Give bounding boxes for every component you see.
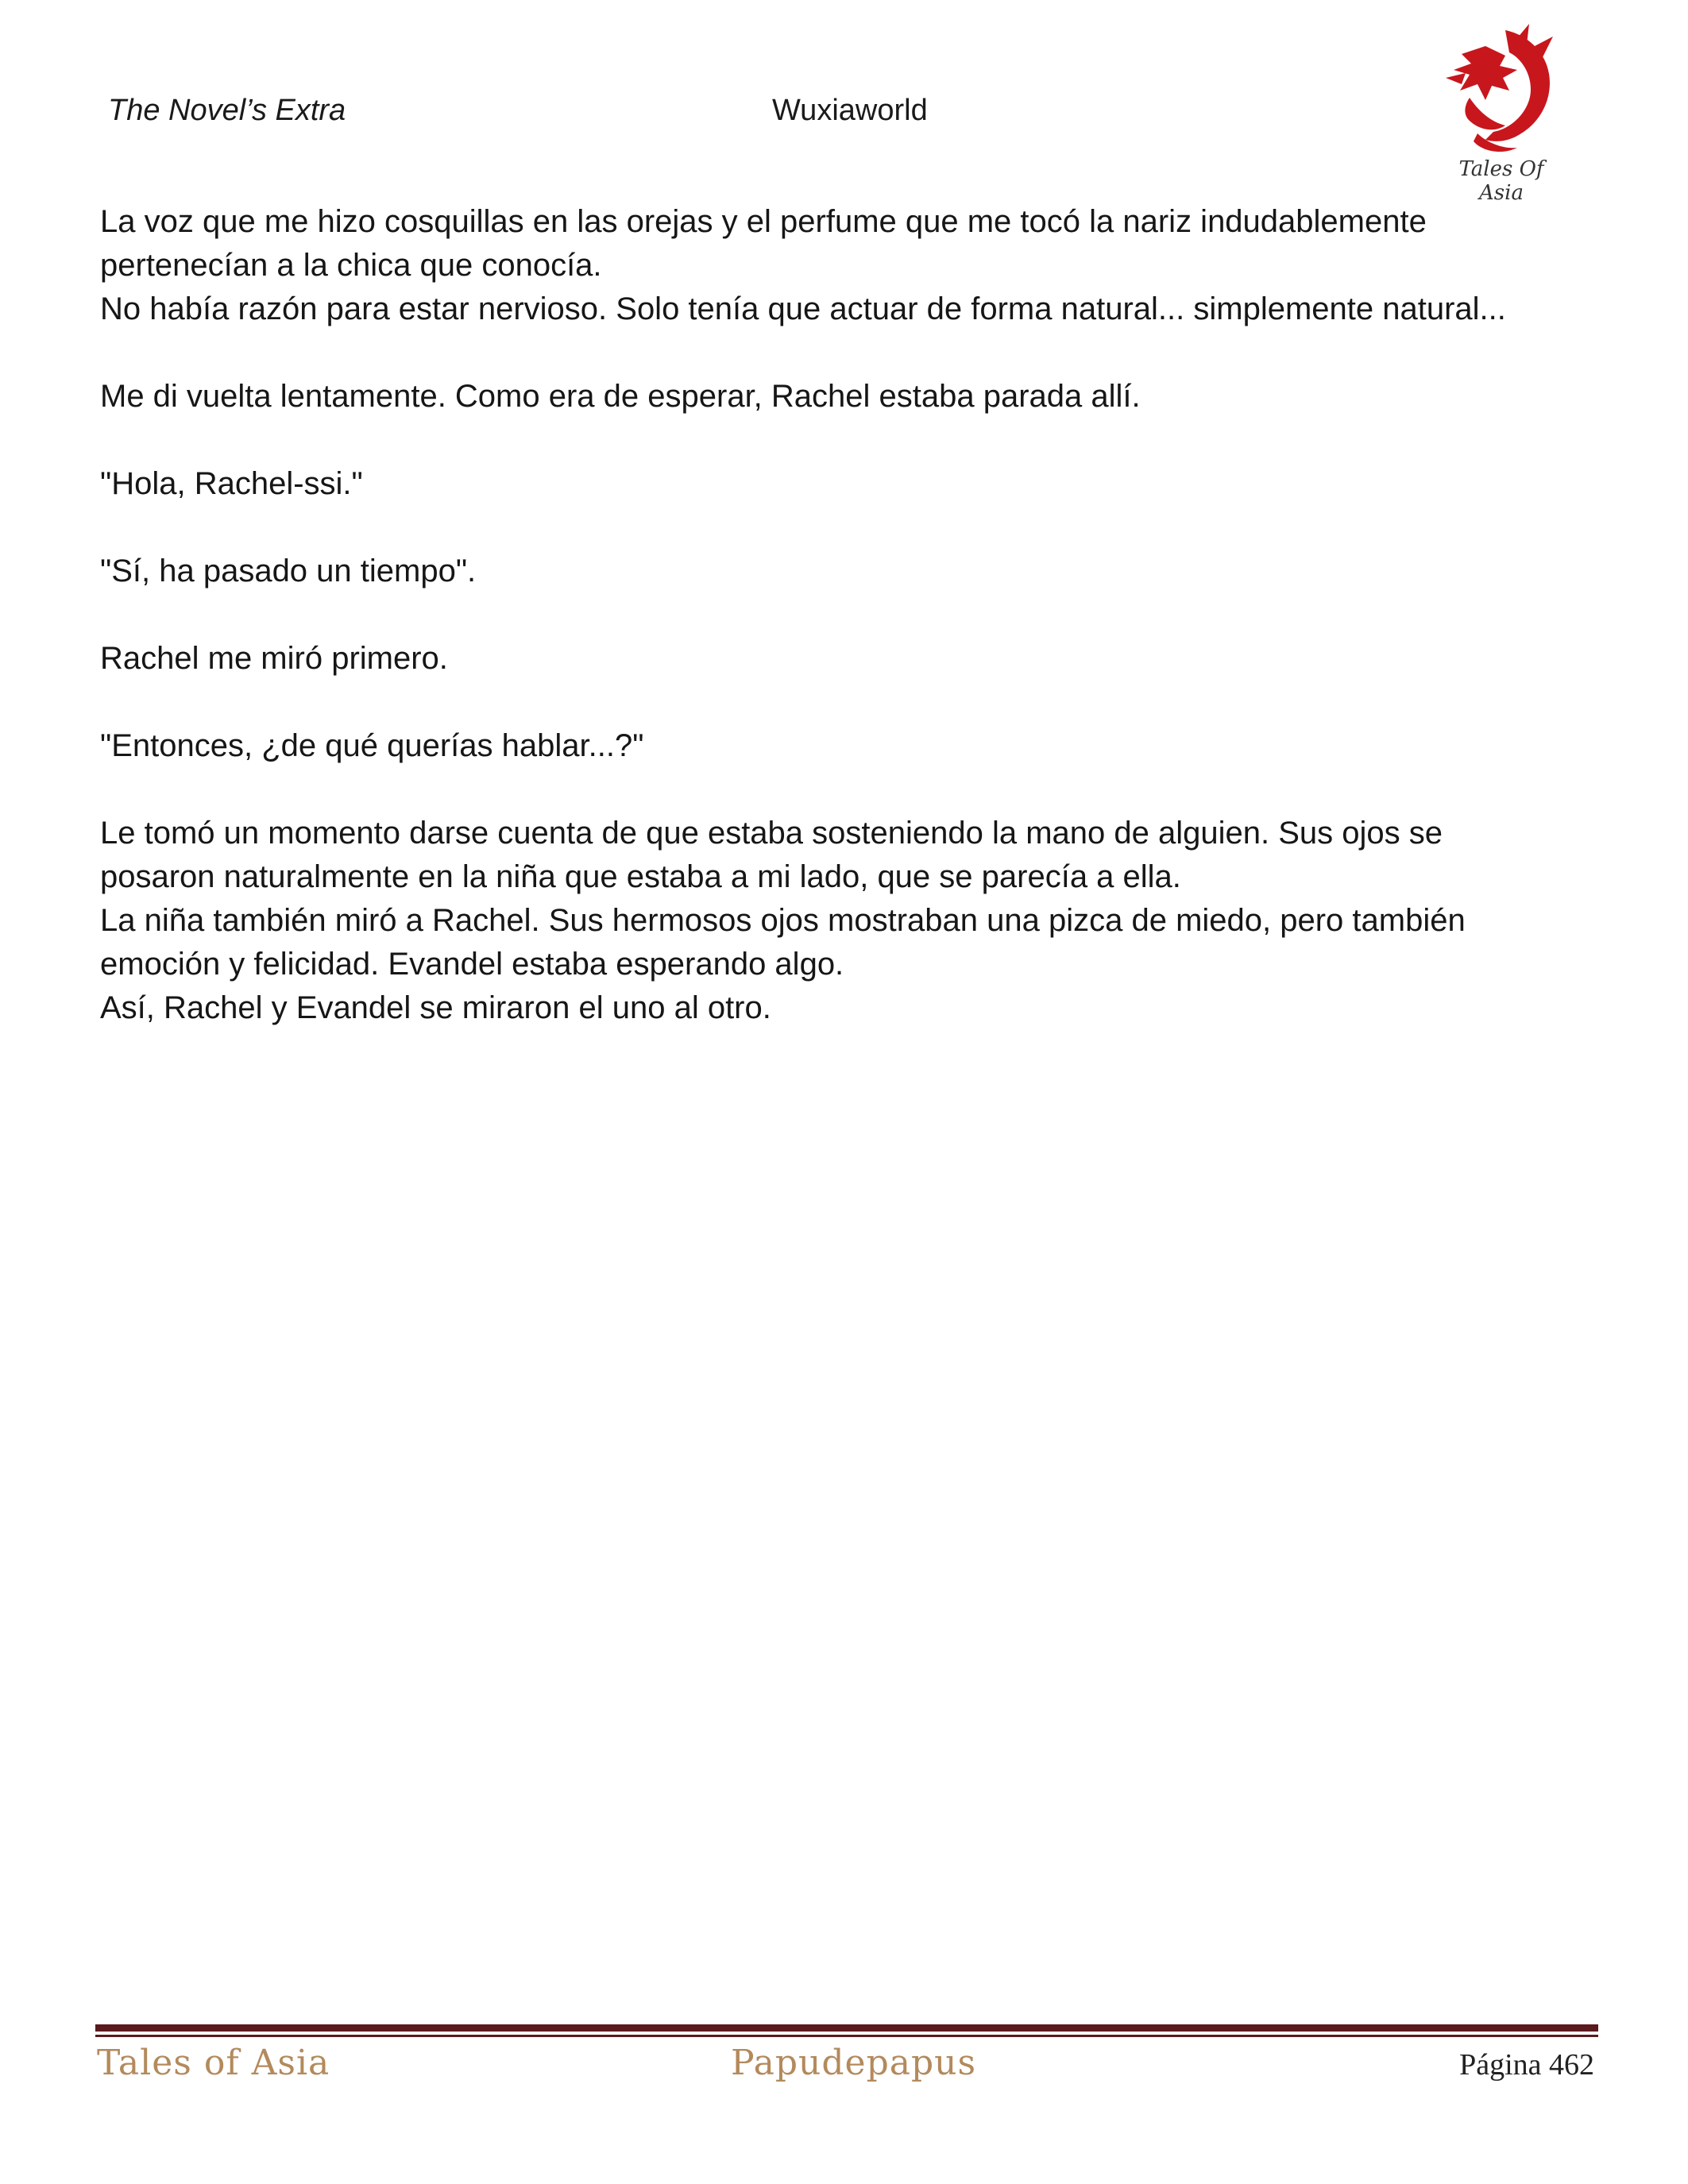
logo-text: Tales Of Asia <box>1458 157 1544 205</box>
text-line: "Sí, ha pasado un tiempo". <box>100 554 477 588</box>
tales-of-asia-logo <box>1430 22 1565 205</box>
text-line: pertenecían a la chica que conocía. <box>100 248 602 283</box>
text-line: "Hola, Rachel-ssi." <box>100 466 363 501</box>
header-site-name: Wuxiaworld <box>772 94 928 127</box>
paragraph-gap <box>100 768 1593 812</box>
footer-publisher: Tales of Asia <box>97 2043 330 2083</box>
text-line: La niña también miró a Rachel. Sus hermosos ojos mostraban una pizca de miedo, pero también <box>100 903 1466 938</box>
paragraph-gap <box>100 419 1593 462</box>
text-line: La voz que me hizo cosquillas en las orejas y el perfume que me tocó la nariz indudablemente <box>100 204 1427 239</box>
paragraph-gap <box>100 593 1593 637</box>
page-number: Página 462 <box>1459 2048 1594 2082</box>
footer-translator: Papudepapus <box>731 2043 977 2083</box>
text-line: No había razón para estar nervioso. Solo tenía que actuar de forma natural... simplemente natural... <box>100 291 1506 326</box>
paragraph-gap <box>100 331 1593 375</box>
header-novel-title: The Novel’s Extra <box>108 94 346 127</box>
chapter-body <box>100 200 1593 1030</box>
paragraph-gap <box>100 681 1593 724</box>
footer-divider <box>95 2024 1598 2037</box>
text-line: Así, Rachel y Evandel se miraron el uno al otro. <box>100 990 771 1025</box>
red-dragon-icon <box>1430 22 1565 161</box>
text-line: posaron naturalmente en la niña que estaba a mi lado, que se parecía a ella. <box>100 859 1181 894</box>
text-line: Le tomó un momento darse cuenta de que estaba sosteniendo la mano de alguien. Sus ojos se <box>100 816 1443 851</box>
text-line: Me di vuelta lentamente. Como era de esperar, Rachel estaba parada allí. <box>100 379 1141 414</box>
text-line: "Entonces, ¿de qué querías hablar...?" <box>100 728 644 763</box>
text-line: emoción y felicidad. Evandel estaba esperando algo. <box>100 947 844 982</box>
paragraph-gap <box>100 506 1593 550</box>
text-line: Rachel me miró primero. <box>100 641 448 676</box>
